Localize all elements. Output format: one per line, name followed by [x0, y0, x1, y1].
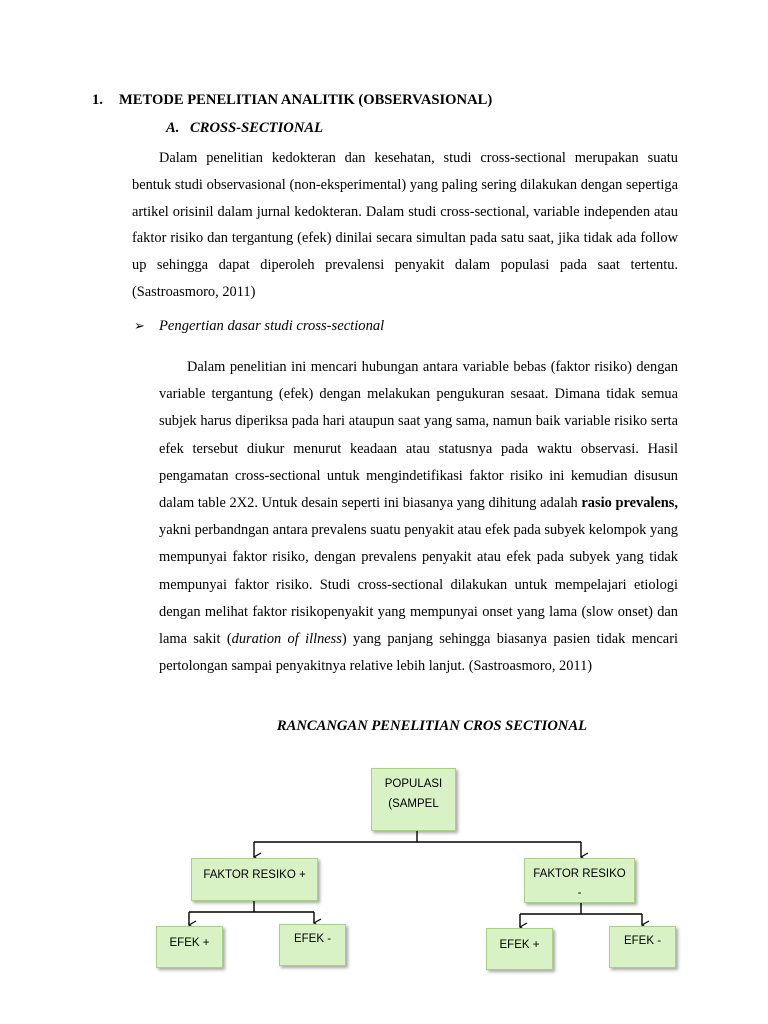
intro-paragraph: Dalam penelitian kedokteran dan kesehatan, studi cross-sectional merupakan suatu bentuk studi observasional (non-eksperimental) yang paling sering dilakukan dengan sepertiga artikel orisinil dalam jurnal kedokteran. Dalam studi cross-sectional, variable independen atau faktor risiko dan tergantung (efek) dinilai secara simultan pada satu saat, jika tidak ada follow up sehingga dapat diperoleh prevalensi penyakit dalam populasi pada saat tertentu. (Sastroasmoro, 2011) — [132, 150, 678, 300]
definition-text-1: Dalam penelitian ini mencari hubungan antara variable bebas (faktor risiko) dengan variable tergantung (efek) dengan melakukan pengukuran sesaat. Dimana tidak semua subjek harus diperiksa pada hari ataupun saat yang sama, namun baik variable risiko serta efek tersebut diukur menurut keadaan atau statusnya pada waktu observasi. Hasil pengamatan cross-sectional untuk mengindetifikasi faktor risiko ini kemudian disusun dalam table 2X2. Untuk desain seperti ini biasanya yang dihitung adalah — [159, 359, 678, 512]
bullet-text: Pengertian dasar studi cross-sectional — [159, 318, 385, 334]
faktor-resiko-minus-box — [524, 858, 635, 903]
faktor-resiko-plus-label: FAKTOR RESIKO + — [203, 869, 306, 881]
subsection-title: CROSS-SECTIONAL — [190, 120, 324, 136]
sampel-label: (SAMPEL — [388, 798, 439, 810]
efek-plus-right-box — [486, 928, 553, 970]
arrow-bullet-icon: ➢ — [134, 318, 145, 333]
diagram-title: RANCANGAN PENELITIAN CROS SECTIONAL — [276, 718, 588, 734]
efek-minus-left-label: EFEK - — [293, 933, 332, 945]
efek-minus-left-box — [279, 924, 346, 966]
efek-plus-left-label: EFEK + — [169, 937, 210, 949]
definition-text-3: ) yang panjang sehingga biasanya pasien tidak mencari pertolongan sampai penyakitnya relative lebih lanjut. (Sastroasmoro, 2011) — [159, 631, 678, 675]
faktor-resiko-plus-box — [191, 858, 318, 901]
faktor-resiko-minus-sign: - — [577, 887, 582, 899]
bold-term: rasio prevalens, — [581, 495, 678, 512]
italic-term: duration of illness — [231, 631, 342, 648]
definition-text-2: yakni perbandngan antara prevalens suatu penyakit atau efek pada subyek kelompok yang mempunyai faktor risiko, dengan prevalens penyakit atau efek pada subyek yang tidak mempunyai faktor risiko. Studi cross-sectional dilakukan untuk mempelajari etiologi dengan melihat faktor risikopenyakit yang mempunyai onset yang lama (slow onset) dan lama sakit ( — [159, 522, 678, 648]
populasi-box — [371, 768, 456, 831]
section-number: 1. — [92, 92, 103, 108]
section-title: METODE PENELITIAN ANALITIK (OBSERVASIONAL) — [119, 92, 493, 108]
efek-plus-right-label: EFEK + — [499, 939, 540, 951]
faktor-resiko-minus-label: FAKTOR RESIKO — [533, 868, 626, 880]
subsection-letter: A. — [166, 120, 180, 136]
efek-minus-right-label: EFEK - — [623, 935, 662, 947]
efek-plus-left-box — [156, 926, 223, 968]
efek-minus-right-box — [609, 926, 676, 968]
populasi-label: POPULASI — [384, 778, 443, 790]
